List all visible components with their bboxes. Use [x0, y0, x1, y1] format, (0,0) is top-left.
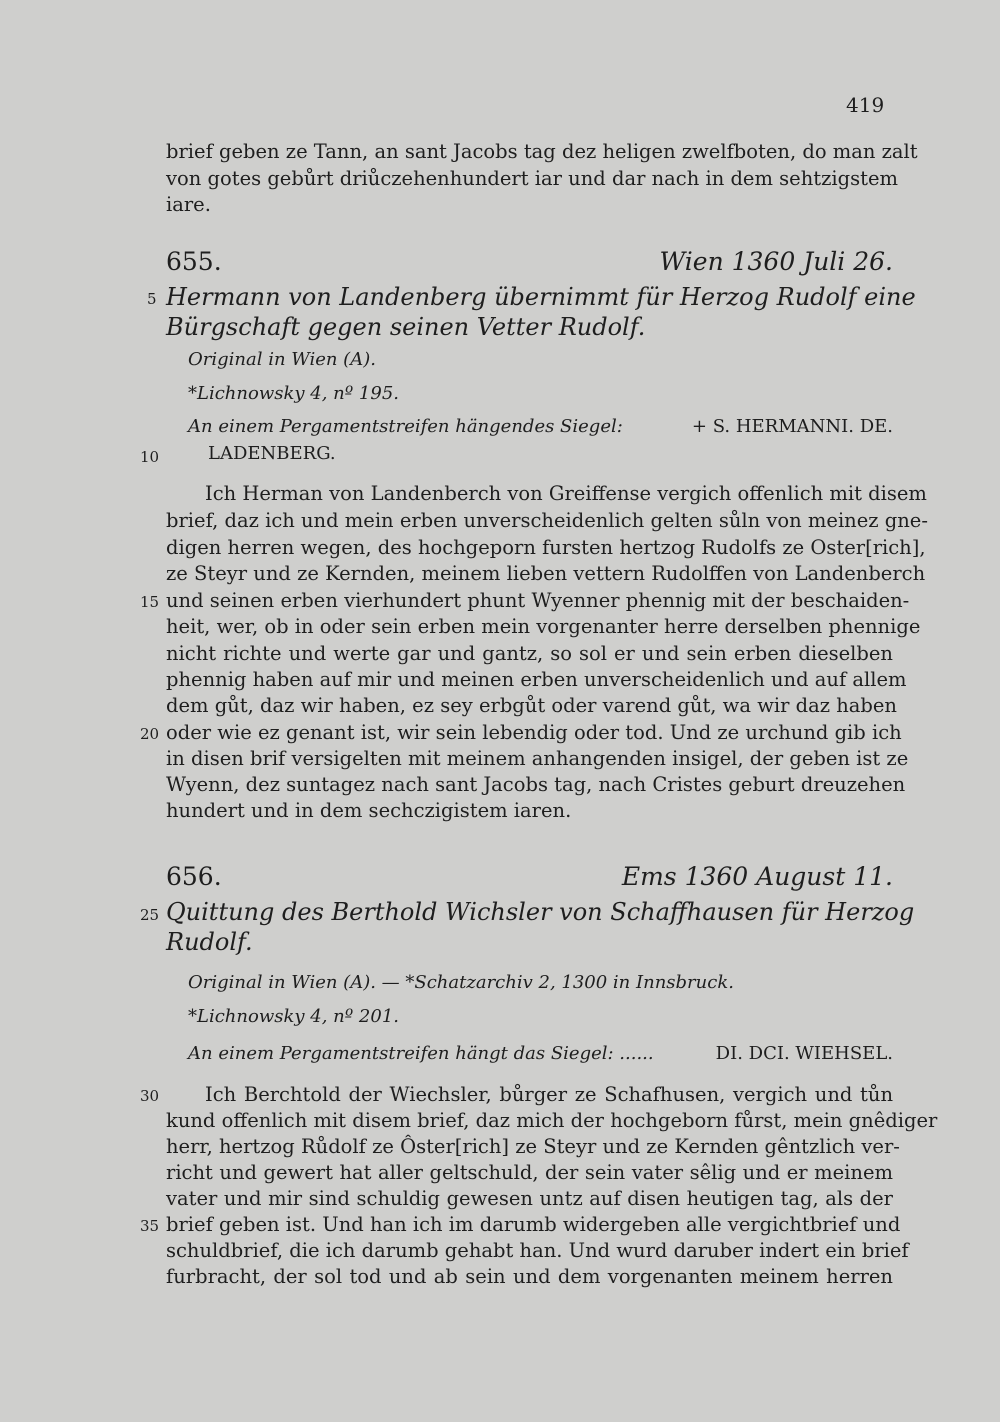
intro-line: iare. — [166, 193, 211, 216]
line-number: 30 — [140, 1087, 160, 1105]
page-number: 419 — [846, 93, 885, 117]
doc-656-seal-label: An einem Pergamentstreifen hängt das Siegel: ...... — [188, 1043, 654, 1064]
doc-655-original: Original in Wien (A). — [188, 349, 376, 370]
doc-656-number: 656. — [166, 862, 222, 891]
doc-656-body-line: herr, hertzog Růdolf ze Ôster[rich] ze Steyr und ze Kernden gêntzlich ver- — [166, 1135, 900, 1158]
doc-656-title-line: Quittung des Berthold Wichsler von Schaffhausen für Herzog — [166, 898, 915, 926]
doc-655-seal-label: An einem Pergamentstreifen hängendes Siegel: — [188, 416, 623, 437]
doc-655-seal-text-cont: LADENBERG. — [208, 443, 336, 464]
doc-656-seal — [188, 1041, 893, 1067]
doc-656-body-line: furbracht, der sol tod und ab sein und dem vorgenanten meinem herren — [166, 1265, 893, 1288]
doc-655-body-line: Ich Herman von Landenberch von Greiffense vergich offenlich mit disem — [205, 482, 927, 505]
doc-655-body-line: ze Steyr und ze Kernden, meinem lieben vettern Rudolffen von Landenberch — [166, 562, 926, 585]
line-number: 25 — [140, 906, 160, 924]
doc-655-date: Wien 1360 Juli 26. — [659, 247, 893, 276]
doc-656-title-line: Rudolf. — [166, 928, 253, 956]
doc-656-body-line: Ich Berchtold der Wiechsler, bůrger ze Schafhusen, vergich und tůn — [205, 1083, 893, 1106]
line-number: 10 — [140, 448, 160, 466]
doc-656-lichnowsky: *Lichnowsky 4, nº 201. — [188, 1006, 400, 1027]
doc-655-body-line: heit, wer, ob in oder sein erben mein vorgenanter herre derselben phennige — [166, 615, 921, 638]
doc-655-body-line: phennig haben auf mir und meinen erben unverscheidenlich und auf allem — [166, 668, 907, 691]
doc-655-body-line: digen herren wegen, des hochgeporn fursten hertzog Rudolfs ze Oster[rich], — [166, 536, 926, 559]
doc-655-body-line: brief, daz ich und mein erben unverscheidenlich gelten sůln von meinez gne- — [166, 509, 928, 532]
line-number: 15 — [140, 593, 160, 611]
doc-655-body-line: Wyenn, dez suntagez nach sant Jacobs tag, nach Cristes geburt dreuzehen — [166, 773, 906, 796]
doc-655-lichnowsky: *Lichnowsky 4, nº 195. — [188, 383, 400, 404]
intro-line: brief geben ze Tann, an sant Jacobs tag dez heligen zwelfboten, do man zalt — [166, 140, 918, 163]
doc-656-body-line: vater und mir sind schuldig gewesen untz auf disen heutigen tag, als der — [166, 1187, 893, 1210]
doc-655-number: 655. — [166, 247, 222, 276]
doc-655-body-line: nicht richte und werte gar und gantz, so sol er und sein erben dieselben — [166, 642, 893, 665]
doc-656-body-line: richt und gewert hat aller geltschuld, der sein vater sêlig und er meinem — [166, 1161, 893, 1184]
doc-656-body-line: schuldbrief, die ich darumb gehabt han. Und wurd daruber indert ein brief — [166, 1239, 909, 1262]
line-number: 35 — [140, 1217, 160, 1235]
doc-655-seal-text: + S. HERMANNI. DE. — [691, 416, 893, 437]
line-number: 20 — [140, 725, 160, 743]
doc-655-body-line: und seinen erben vierhundert phunt Wyenner phennig mit der beschaiden- — [166, 589, 910, 612]
doc-656-body-line: brief geben ist. Und han ich im darumb widergeben alle vergichtbrief und — [166, 1213, 901, 1236]
doc-656-seal-text: DI. DCI. WIEHSEL. — [715, 1043, 893, 1064]
doc-655-body-line: dem gůt, daz wir haben, ez sey erbgůt oder varend gůt, wa wir daz haben — [166, 694, 897, 717]
intro-line: von gotes gebůrt driůczehenhundert iar und dar nach in dem sehtzigstem — [166, 167, 898, 190]
doc-655-title-line: Hermann von Landenberg übernimmt für Herzog Rudolf eine — [166, 283, 916, 311]
doc-656-body-line: kund offenlich mit disem brief, daz mich der hochgeborn fůrst, mein gnêdiger — [166, 1109, 938, 1132]
doc-656-original: Original in Wien (A). — *Schatzarchiv 2, 1300 in Innsbruck. — [188, 972, 734, 993]
doc-655-body-line: in disen brif versigelten mit meinem anhangenden insigel, der geben ist ze — [166, 747, 909, 770]
line-number: 5 — [147, 290, 157, 308]
doc-655-title-line: Bürgschaft gegen seinen Vetter Rudolf. — [166, 313, 646, 341]
doc-655-body-line: hundert und in dem sechczigistem iaren. — [166, 799, 572, 822]
doc-655-body-line: oder wie ez genant ist, wir sein lebendig oder tod. Und ze urchund gib ich — [166, 721, 902, 744]
doc-656-date: Ems 1360 August 11. — [621, 862, 893, 891]
doc-655-seal — [188, 414, 893, 440]
